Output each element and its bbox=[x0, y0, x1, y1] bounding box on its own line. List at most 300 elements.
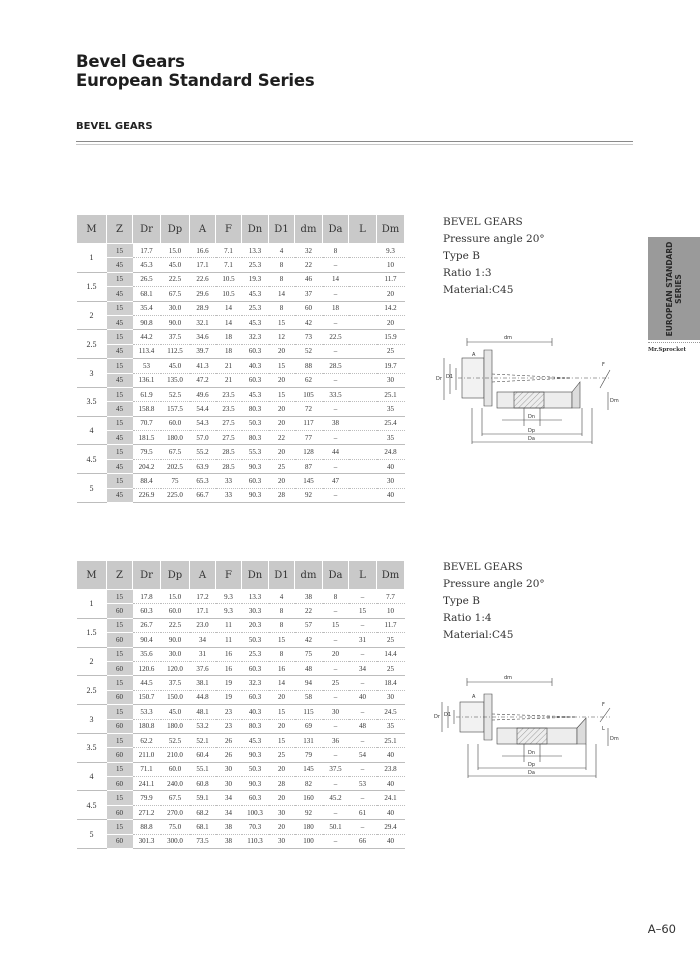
drawing-label-da: Da bbox=[528, 770, 535, 776]
table-cell: 11 bbox=[216, 633, 242, 647]
module-cell: 1.5 bbox=[77, 618, 107, 647]
teeth-cell: 45 bbox=[107, 344, 133, 358]
table-cell: 14 bbox=[269, 676, 295, 690]
teeth-cell: 60 bbox=[107, 661, 133, 675]
teeth-cell: 45 bbox=[107, 488, 133, 502]
teeth-cell: 60 bbox=[107, 777, 133, 791]
table-cell bbox=[349, 330, 377, 344]
column-header: L bbox=[349, 561, 377, 590]
column-header: Dm bbox=[377, 561, 405, 590]
page-number: A–60 bbox=[647, 922, 676, 936]
table-cell: 9.3 bbox=[216, 590, 242, 604]
table-cell: 8 bbox=[269, 647, 295, 661]
table-cell: 30 bbox=[269, 834, 295, 848]
table-cell: 300.0 bbox=[161, 834, 190, 848]
drawing-label-dn: Dn bbox=[528, 750, 536, 756]
table-cell: 25.1 bbox=[377, 733, 405, 747]
module-cell: 2 bbox=[77, 301, 107, 330]
teeth-cell: 60 bbox=[107, 690, 133, 704]
table-cell: 70.3 bbox=[242, 820, 269, 834]
table-cell: 20 bbox=[269, 690, 295, 704]
table-cell: 17.2 bbox=[190, 590, 216, 604]
table-cell: 38 bbox=[216, 834, 242, 848]
table-row bbox=[77, 604, 405, 618]
table-cell: 53 bbox=[349, 777, 377, 791]
table-cell: 20 bbox=[269, 762, 295, 776]
table-cell: 14 bbox=[269, 287, 295, 301]
table-cell: 40 bbox=[349, 690, 377, 704]
table-cell: 40.3 bbox=[242, 705, 269, 719]
table-cell: 15.9 bbox=[377, 330, 405, 344]
table-row bbox=[77, 431, 405, 445]
teeth-cell: 15 bbox=[107, 647, 133, 661]
drawing-label-dr: Dr bbox=[434, 714, 440, 720]
table-cell: 26 bbox=[216, 748, 242, 762]
drawing-label-da: Da bbox=[528, 436, 535, 442]
table-cell: 30 bbox=[377, 474, 405, 488]
table-cell: 8 bbox=[269, 272, 295, 286]
teeth-cell: 60 bbox=[107, 604, 133, 618]
table-cell: 22.5 bbox=[323, 330, 349, 344]
drawing-label-l: L bbox=[602, 726, 605, 732]
table-cell: 20 bbox=[269, 474, 295, 488]
drawing-label-dm: dm bbox=[504, 675, 513, 681]
table-cell: 22.5 bbox=[161, 618, 190, 632]
table-cell: 45.3 bbox=[242, 315, 269, 329]
table-cell: 30 bbox=[377, 373, 405, 387]
table-cell: 21 bbox=[216, 373, 242, 387]
table-cell: – bbox=[349, 791, 377, 805]
table-cell: 30 bbox=[269, 805, 295, 819]
table-cell: 30 bbox=[216, 762, 242, 776]
module-cell: 4 bbox=[77, 762, 107, 791]
table-cell: 28.5 bbox=[216, 459, 242, 473]
drawing-label-dn: Dn bbox=[528, 414, 536, 420]
table-cell: 40 bbox=[377, 459, 405, 473]
table-cell: 15 bbox=[269, 359, 295, 373]
table-cell: 71.1 bbox=[133, 762, 161, 776]
table-cell bbox=[349, 445, 377, 459]
drawing-label-dp: Dp bbox=[528, 428, 536, 434]
table-cell: 26.5 bbox=[133, 272, 161, 286]
table-cell: 48 bbox=[295, 661, 323, 675]
table-cell: – bbox=[323, 431, 349, 445]
table-cell: 105 bbox=[295, 387, 323, 401]
table-cell: 150.7 bbox=[133, 690, 161, 704]
teeth-cell: 15 bbox=[107, 705, 133, 719]
spec-block-ratio-1-4 bbox=[443, 559, 545, 644]
module-cell: 3.5 bbox=[77, 387, 107, 416]
table-cell: 180.8 bbox=[133, 719, 161, 733]
teeth-cell: 15 bbox=[107, 474, 133, 488]
table-cell: – bbox=[323, 344, 349, 358]
table-cell: 28 bbox=[269, 777, 295, 791]
table-cell: 55.3 bbox=[242, 445, 269, 459]
column-header: Dr bbox=[133, 215, 161, 244]
table-cell: 60 bbox=[295, 301, 323, 315]
table-cell: 35 bbox=[377, 402, 405, 416]
table-cell bbox=[349, 244, 377, 258]
table-cell: 8 bbox=[269, 604, 295, 618]
table-cell: 94 bbox=[295, 676, 323, 690]
drawing-label-dm-vertical: Dm bbox=[610, 736, 619, 742]
brand-name: Mr.Sprocket bbox=[648, 347, 686, 353]
table-cell: 27.5 bbox=[216, 416, 242, 430]
table-cell: 42 bbox=[295, 315, 323, 329]
table-cell: 180.0 bbox=[161, 719, 190, 733]
side-tab-label bbox=[665, 239, 683, 339]
table-cell: 27.5 bbox=[216, 431, 242, 445]
spec-type: Type B bbox=[443, 595, 480, 607]
column-header: Da bbox=[323, 215, 349, 244]
table-cell: 23.8 bbox=[377, 762, 405, 776]
spec-type: Type B bbox=[443, 250, 480, 262]
table-cell: 22.6 bbox=[190, 272, 216, 286]
table-row bbox=[77, 676, 405, 690]
table-row bbox=[77, 633, 405, 647]
teeth-cell: 45 bbox=[107, 431, 133, 445]
teeth-cell: 45 bbox=[107, 373, 133, 387]
teeth-cell: 45 bbox=[107, 315, 133, 329]
table-cell: 54 bbox=[349, 748, 377, 762]
table-cell: 38.1 bbox=[190, 676, 216, 690]
teeth-cell: 45 bbox=[107, 459, 133, 473]
table-cell: 17.8 bbox=[133, 590, 161, 604]
table-cell: 19.3 bbox=[242, 272, 269, 286]
table-cell: 58 bbox=[295, 690, 323, 704]
table-cell: 10.5 bbox=[216, 272, 242, 286]
table-cell: 88.8 bbox=[133, 820, 161, 834]
table-cell: – bbox=[323, 777, 349, 791]
table-cell: 25 bbox=[323, 676, 349, 690]
table-cell: 60.3 bbox=[242, 661, 269, 675]
table-cell: 88.4 bbox=[133, 474, 161, 488]
table-cell: 23.5 bbox=[216, 387, 242, 401]
table-cell: 23.0 bbox=[190, 618, 216, 632]
table-cell: 20 bbox=[269, 402, 295, 416]
table-cell: 60.3 bbox=[242, 474, 269, 488]
spec-material: Material:C45 bbox=[443, 629, 514, 641]
table-cell: 40 bbox=[377, 777, 405, 791]
table-cell: 68.1 bbox=[190, 820, 216, 834]
teeth-cell: 15 bbox=[107, 330, 133, 344]
table-cell: 16 bbox=[216, 647, 242, 661]
table-cell: 60.3 bbox=[242, 373, 269, 387]
table-cell: 16 bbox=[216, 661, 242, 675]
column-header: dm bbox=[295, 215, 323, 244]
table-cell: 90.3 bbox=[242, 777, 269, 791]
table-cell: 16 bbox=[269, 661, 295, 675]
module-cell: 1 bbox=[77, 590, 107, 619]
table-cell: 57 bbox=[295, 618, 323, 632]
table-cell: 13.3 bbox=[242, 244, 269, 258]
table-cell: 25.3 bbox=[242, 301, 269, 315]
table-cell: 25 bbox=[377, 344, 405, 358]
table-cell: 4 bbox=[269, 590, 295, 604]
teeth-cell: 15 bbox=[107, 244, 133, 258]
table-row bbox=[77, 474, 405, 488]
table-cell: 15 bbox=[269, 633, 295, 647]
table-cell: – bbox=[349, 647, 377, 661]
table-cell: 90.8 bbox=[133, 315, 161, 329]
table-cell: 25.3 bbox=[242, 647, 269, 661]
table-row bbox=[77, 762, 405, 776]
table-cell: 34 bbox=[216, 791, 242, 805]
teeth-cell: 15 bbox=[107, 301, 133, 315]
table-cell: 60.3 bbox=[133, 604, 161, 618]
table-cell: 53.3 bbox=[133, 705, 161, 719]
table-cell: 18 bbox=[216, 330, 242, 344]
table-cell: 28.5 bbox=[323, 359, 349, 373]
table-row bbox=[77, 287, 405, 301]
table-cell: 60.3 bbox=[242, 344, 269, 358]
table-cell: 28.5 bbox=[216, 445, 242, 459]
table-cell: – bbox=[323, 287, 349, 301]
module-cell: 1 bbox=[77, 244, 107, 273]
table-cell: 157.5 bbox=[161, 402, 190, 416]
table-cell bbox=[349, 459, 377, 473]
table-cell: 45.0 bbox=[161, 359, 190, 373]
table-cell: 37.5 bbox=[161, 676, 190, 690]
table-cell: 49.6 bbox=[190, 387, 216, 401]
table-cell: – bbox=[349, 733, 377, 747]
table-row bbox=[77, 647, 405, 661]
table-cell: 73 bbox=[295, 330, 323, 344]
table-cell: 80.3 bbox=[242, 431, 269, 445]
spec-ratio: Ratio 1:3 bbox=[443, 267, 492, 279]
table-cell: 80.3 bbox=[242, 402, 269, 416]
spec-material: Material:C45 bbox=[443, 284, 514, 296]
table-cell: 35.6 bbox=[133, 647, 161, 661]
table-cell: 45.0 bbox=[161, 705, 190, 719]
table-cell: 22 bbox=[295, 604, 323, 618]
table-cell: 30.0 bbox=[161, 301, 190, 315]
table-cell: 38 bbox=[216, 820, 242, 834]
table-cell: 30.0 bbox=[161, 647, 190, 661]
table-cell: 17.1 bbox=[190, 258, 216, 272]
module-cell: 3 bbox=[77, 705, 107, 734]
table-cell: 11 bbox=[216, 618, 242, 632]
module-cell: 1.5 bbox=[77, 272, 107, 301]
column-header: Dr bbox=[133, 561, 161, 590]
spec-ratio: Ratio 1:4 bbox=[443, 612, 492, 624]
table-cell: 75 bbox=[161, 474, 190, 488]
table-cell: 15 bbox=[349, 604, 377, 618]
table-cell: 54.4 bbox=[190, 402, 216, 416]
table-cell: 34.6 bbox=[190, 330, 216, 344]
table-cell: 50.1 bbox=[323, 820, 349, 834]
table-cell: 160 bbox=[295, 791, 323, 805]
table-row bbox=[77, 805, 405, 819]
table-cell bbox=[349, 416, 377, 430]
table-cell: 61 bbox=[349, 805, 377, 819]
table-row bbox=[77, 416, 405, 430]
table-cell: 301.3 bbox=[133, 834, 161, 848]
table-cell: 45.0 bbox=[161, 258, 190, 272]
table-cell: 66 bbox=[349, 834, 377, 848]
table-cell: 44.5 bbox=[133, 676, 161, 690]
table-cell: 22 bbox=[269, 431, 295, 445]
section-heading: BEVEL GEARS bbox=[76, 121, 153, 132]
table-cell: 80.3 bbox=[242, 719, 269, 733]
table-cell: 60.4 bbox=[190, 748, 216, 762]
table-cell: – bbox=[323, 805, 349, 819]
table-cell: 33 bbox=[216, 474, 242, 488]
table-cell: 60.3 bbox=[242, 791, 269, 805]
table-row bbox=[77, 618, 405, 632]
table-row bbox=[77, 301, 405, 315]
table-cell: 22 bbox=[295, 258, 323, 272]
teeth-cell: 15 bbox=[107, 733, 133, 747]
table-row bbox=[77, 690, 405, 704]
table-cell: 204.2 bbox=[133, 459, 161, 473]
table-cell: 15.0 bbox=[161, 590, 190, 604]
table-cell: 32.1 bbox=[190, 315, 216, 329]
module-cell: 5 bbox=[77, 820, 107, 849]
table-cell: 42 bbox=[295, 633, 323, 647]
table-cell: 20 bbox=[377, 287, 405, 301]
table-cell: 41.3 bbox=[190, 359, 216, 373]
spec-heading: BEVEL GEARS bbox=[443, 561, 523, 573]
table-cell: 25.1 bbox=[377, 387, 405, 401]
table-cell: 44.2 bbox=[133, 330, 161, 344]
table-cell: 110.3 bbox=[242, 834, 269, 848]
table-row bbox=[77, 359, 405, 373]
column-header: Dm bbox=[377, 215, 405, 244]
table-cell: 25.4 bbox=[377, 416, 405, 430]
column-header: dm bbox=[295, 561, 323, 590]
table-row bbox=[77, 834, 405, 848]
table-cell: 8 bbox=[269, 258, 295, 272]
table-cell: 8 bbox=[323, 590, 349, 604]
table-cell: 48.1 bbox=[190, 705, 216, 719]
table-cell: 20 bbox=[269, 445, 295, 459]
teeth-cell: 45 bbox=[107, 287, 133, 301]
table-cell: 17.1 bbox=[190, 604, 216, 618]
bevel-gear-drawing-1 bbox=[432, 330, 632, 460]
column-header: Dn bbox=[242, 215, 269, 244]
table-cell: 40 bbox=[377, 488, 405, 502]
table-cell bbox=[349, 301, 377, 315]
table-cell: 37 bbox=[295, 287, 323, 301]
side-tab-line-1: EUROPEAN STANDARD bbox=[665, 241, 674, 337]
column-header: M bbox=[77, 215, 107, 244]
table-cell bbox=[349, 488, 377, 502]
table-cell: 240.0 bbox=[161, 777, 190, 791]
table-cell: 20 bbox=[269, 791, 295, 805]
table-cell: 68.1 bbox=[133, 287, 161, 301]
table-cell: 10 bbox=[377, 604, 405, 618]
table-cell bbox=[349, 402, 377, 416]
spec-table-ratio-1-4 bbox=[76, 560, 405, 849]
table-cell: 88 bbox=[295, 359, 323, 373]
table-cell: 25 bbox=[377, 661, 405, 675]
side-tab-line-2: SERIES bbox=[674, 274, 683, 304]
table-cell: 45.3 bbox=[242, 733, 269, 747]
table-cell: 62.2 bbox=[133, 733, 161, 747]
table-cell: 75.0 bbox=[161, 820, 190, 834]
table-cell: 55.1 bbox=[190, 762, 216, 776]
teeth-cell: 60 bbox=[107, 805, 133, 819]
table-cell: 145 bbox=[295, 474, 323, 488]
table-cell: 271.2 bbox=[133, 805, 161, 819]
table-cell: 30 bbox=[216, 777, 242, 791]
table-cell: 90.4 bbox=[133, 633, 161, 647]
table-cell: 9.3 bbox=[377, 244, 405, 258]
table-cell: 35 bbox=[377, 719, 405, 733]
table-cell: 181.5 bbox=[133, 431, 161, 445]
table-cell: 90.0 bbox=[161, 633, 190, 647]
table-cell: 87 bbox=[295, 459, 323, 473]
table-cell: 25 bbox=[377, 633, 405, 647]
table-cell: 52.1 bbox=[190, 733, 216, 747]
table-cell: 37.6 bbox=[190, 661, 216, 675]
drawing-label-f: F bbox=[602, 702, 605, 708]
table-cell: 25.3 bbox=[242, 258, 269, 272]
table-row bbox=[77, 445, 405, 459]
table-cell: 113.4 bbox=[133, 344, 161, 358]
teeth-cell: 15 bbox=[107, 762, 133, 776]
table-cell: 18 bbox=[216, 344, 242, 358]
table-cell: 150.0 bbox=[161, 690, 190, 704]
table-cell: 60.0 bbox=[161, 416, 190, 430]
table-cell: 53.2 bbox=[190, 719, 216, 733]
table-cell: 7.7 bbox=[377, 590, 405, 604]
teeth-cell: 45 bbox=[107, 402, 133, 416]
table-cell: 44.8 bbox=[190, 690, 216, 704]
table-row bbox=[77, 373, 405, 387]
table-cell: 90.3 bbox=[242, 459, 269, 473]
teeth-cell: 15 bbox=[107, 618, 133, 632]
table-cell: – bbox=[323, 315, 349, 329]
table-cell: 20 bbox=[377, 315, 405, 329]
table-cell: 23.5 bbox=[216, 402, 242, 416]
table-cell: 45.3 bbox=[133, 258, 161, 272]
table-cell: – bbox=[323, 258, 349, 272]
table-cell: 128 bbox=[295, 445, 323, 459]
table-cell: 10 bbox=[377, 258, 405, 272]
table-cell: – bbox=[349, 762, 377, 776]
table-row bbox=[77, 315, 405, 329]
table-cell: 77 bbox=[295, 431, 323, 445]
table-cell: 15 bbox=[323, 618, 349, 632]
table-cell: 115 bbox=[295, 705, 323, 719]
table-row bbox=[77, 661, 405, 675]
side-divider bbox=[648, 342, 700, 343]
table-cell: 60.0 bbox=[161, 762, 190, 776]
table-cell: 10.5 bbox=[216, 287, 242, 301]
table-cell: 202.5 bbox=[161, 459, 190, 473]
table-cell: 21 bbox=[216, 359, 242, 373]
table-cell: 19 bbox=[216, 676, 242, 690]
table-header-row bbox=[77, 215, 405, 244]
table-row bbox=[77, 459, 405, 473]
table-cell: 25 bbox=[269, 748, 295, 762]
table-cell: 46 bbox=[295, 272, 323, 286]
table-cell: 211.0 bbox=[133, 748, 161, 762]
spec-heading: BEVEL GEARS bbox=[443, 216, 523, 228]
table-cell: 241.1 bbox=[133, 777, 161, 791]
teeth-cell: 60 bbox=[107, 633, 133, 647]
table-cell bbox=[349, 387, 377, 401]
table-cell: 70.7 bbox=[133, 416, 161, 430]
table-cell: 15 bbox=[269, 733, 295, 747]
table-cell bbox=[349, 272, 377, 286]
table-cell: 19.7 bbox=[377, 359, 405, 373]
table-cell bbox=[349, 315, 377, 329]
table-cell: 47.2 bbox=[190, 373, 216, 387]
column-header: M bbox=[77, 561, 107, 590]
